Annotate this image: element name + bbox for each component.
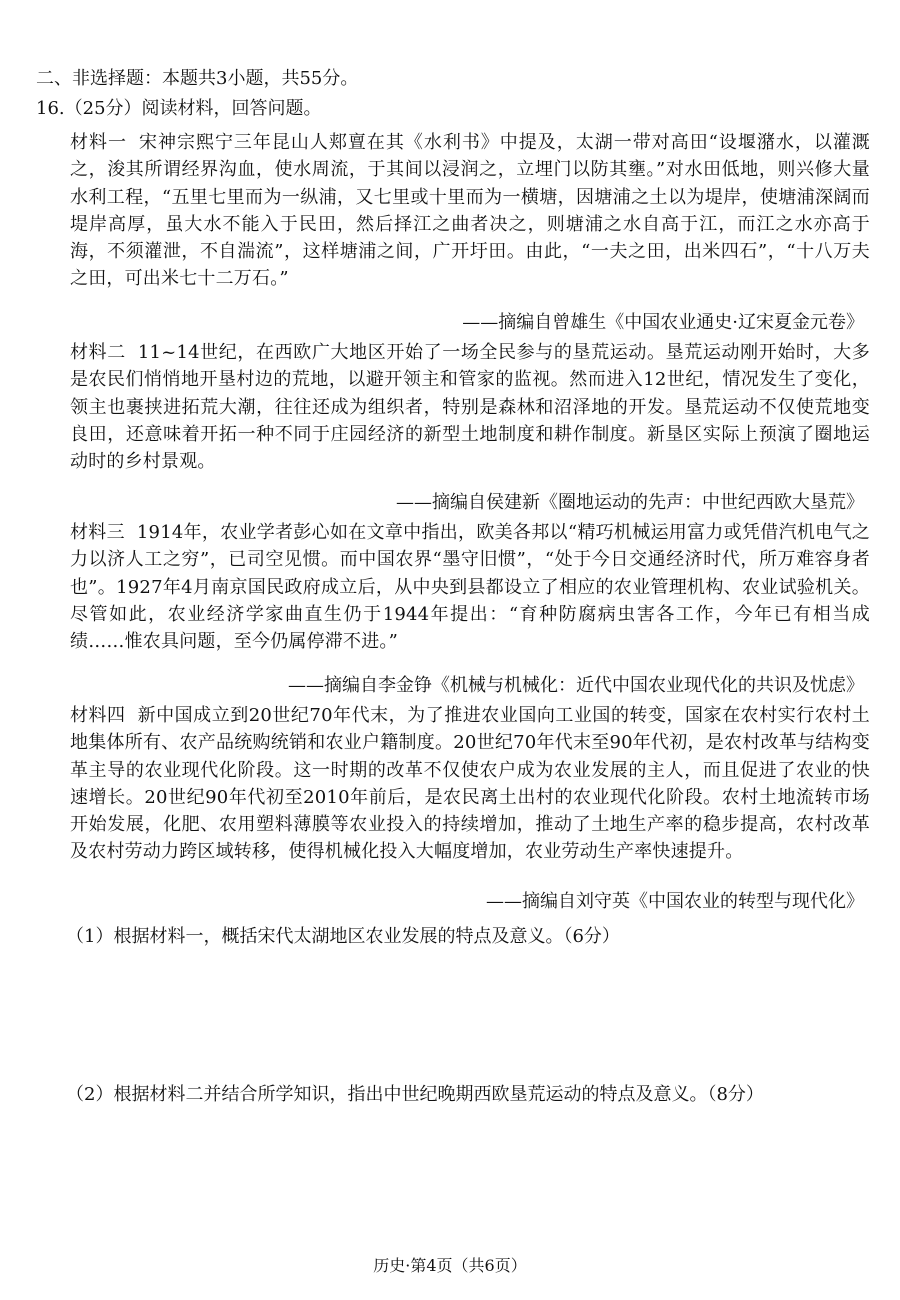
- material-4-label: 材料四: [70, 705, 126, 726]
- material-2: [70, 339, 870, 475]
- material-3-label: 材料三: [70, 522, 125, 543]
- material-4-source: ——摘编自刘守英《中国农业的转型与现代化》: [486, 891, 864, 912]
- material-4-text: 新中国成立到20世纪70年代末，为了推进农业国向工业国的转变，国家在农村实行农村土地集体所有、农产品统购统销和农业户籍制度。20世纪70年代末至90年代初，是农村改革与结构变革主导的农业现代化阶段。这一时期的改革不仅使农户成为农业发展的主人，而且促进了农业的快速增长。20世纪90年代初至2010年前后，是农民离土出村的农业现代化阶段。农村土地流转市场开始发展，化肥、农用塑料薄膜等农业投入的持续增加，推动了土地生产率的稳步提高，农村改革及农村劳动力跨区域转移，使得机械化投入大幅度增加，农业劳动生产率快速提升。: [70, 705, 870, 863]
- material-3: [70, 519, 870, 655]
- question-number: 16.: [36, 98, 65, 119]
- section-header: 二、非选择题：本题共3小题，共55分。: [36, 68, 359, 89]
- question-instruction: 阅读材料，回答问题。: [141, 98, 322, 119]
- question-header: [36, 96, 322, 122]
- material-3-text: 1914年，农业学者彭心如在文章中指出，欧美各邦以“精巧机械运用富力或凭借汽机电气之力以济人工之穷”，已司空见惯。而中国农界“墨守旧惯”，“处于今日交通经济时代，所万难容身者也”。1927年4月南京国民政府成立后，从中央到县都设立了相应的农业管理机构、农业试验机关。尽管如此，农业经济学家曲直生仍于1944年提出：“育种防腐病虫害各工作，今年已有相当成绩……惟农具问题，至今仍属停滞不进。”: [70, 522, 870, 653]
- sub-question-1: （1）根据材料一，概括宋代太湖地区农业发展的特点及意义。（6分）: [66, 926, 620, 947]
- material-1-source: ——摘编自曾雄生《中国农业通史·辽宋夏金元卷》: [462, 312, 864, 333]
- material-1: [70, 129, 870, 293]
- material-1-text: 宋神宗熙宁三年昆山人郏亶在其《水利书》中提及，太湖一带对高田“设堰潴水，以灌溉之，浚其所谓经界沟血，使水周流，于其间以浸润之，立埋门以防其壅。”对水田低地，则兴修大量水利工程，“五里七里而为一纵浦，又七里或十里而为一横塘，因塘浦之土以为堤岸，使塘浦深阔而堤岸高厚，虽大水不能入于民田，然后择江之曲者决之，则塘浦之水自高于江，而江之水亦高于海，不须灌泄，不自湍流”，这样塘浦之间，广开圩田。由此，“一夫之田，出米四石”，“十八万夫之田，可出米七十二万石。”: [70, 132, 871, 290]
- material-4: [70, 702, 870, 866]
- material-2-label: 材料二: [70, 342, 126, 363]
- material-3-source: ——摘编自李金铮《机械与机械化：近代中国农业现代化的共识及忧虑》: [288, 675, 864, 696]
- material-1-label: 材料一: [70, 132, 127, 153]
- page-footer: 历史·第4页（共6页）: [373, 1256, 527, 1275]
- material-2-text: 11~14世纪，在西欧广大地区开始了一场全民参与的垦荒运动。垦荒运动刚开始时，大多是农民们悄悄地开垦村边的荒地，以避开领主和管家的监视。然而进入12世纪，情况发生了变化，领主也裹挟进拓荒大潮，往往还成为组织者，特别是森林和沼泽地的开发。垦荒运动不仅使荒地变良田，还意味着开拓一种不同于庄园经济的新型土地制度和耕作制度。新垦区实际上预演了圈地运动时的乡村景观。: [70, 342, 870, 473]
- question-score: （25分）: [64, 98, 142, 119]
- material-2-source: ——摘编自侯建新《圈地运动的先声：中世纪西欧大垦荒》: [396, 492, 864, 513]
- sub-question-2: （2）根据材料二并结合所学知识，指出中世纪晚期西欧垦荒运动的特点及意义。（8分）: [66, 1084, 764, 1105]
